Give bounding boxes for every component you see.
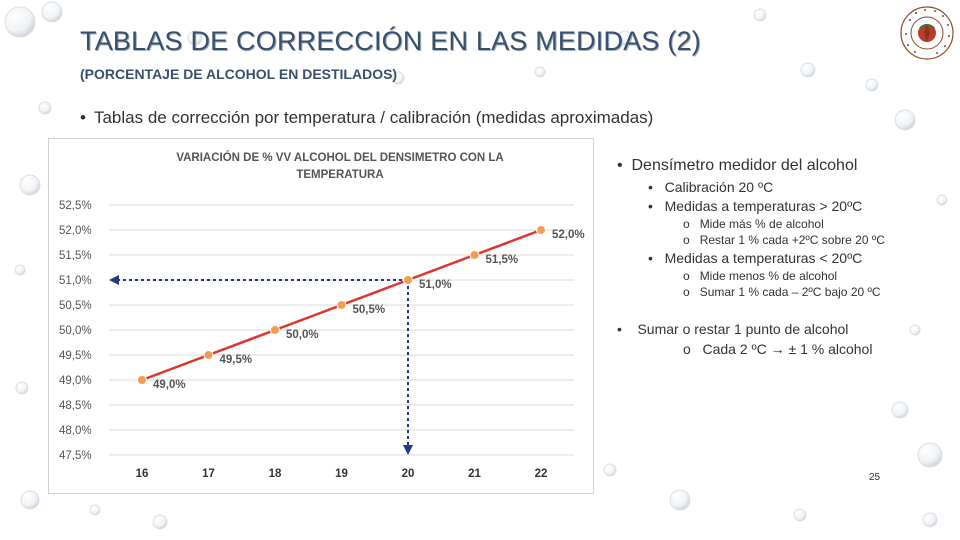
bullet-marker: o — [683, 269, 700, 283]
data-point — [271, 326, 280, 335]
data-point — [470, 251, 479, 260]
main-bullet — [80, 108, 653, 128]
association-seal-icon — [898, 4, 956, 62]
x-tick-label: 17 — [202, 468, 215, 480]
x-tick-label: 16 — [135, 468, 149, 480]
data-label: 50,0% — [286, 329, 319, 341]
y-tick-label: 50,5% — [59, 300, 92, 312]
below-20-sub-1-text: Mide menos % de alcohol — [699, 269, 838, 283]
main-bullet-text: Tablas de corrección por temperatura / calibración (medidas aproximadas) — [93, 108, 654, 127]
slide-title: TABLAS DE CORRECCIÓN EN LAS MEDIDAS (2) — [80, 26, 701, 56]
x-tick-label: 19 — [335, 468, 348, 480]
rule-detail-text: Cada 2 ºC → ± 1 % alcohol — [702, 341, 873, 357]
above-20-sub-2-text: Restar 1 % cada +2ºC sobre 20 ºC — [699, 233, 885, 247]
x-tick-label: 21 — [468, 468, 481, 480]
above-20-sub-1-text: Mide más % de alcohol — [699, 217, 824, 231]
bullet-marker: • — [648, 198, 665, 214]
below-20-text: Medidas a temperaturas < 20ºC — [664, 250, 863, 266]
data-label: 52,0% — [552, 229, 585, 241]
y-tick-label: 48,5% — [59, 400, 92, 412]
alcohol-temperature-chart — [48, 138, 594, 494]
x-tick-label: 22 — [534, 468, 548, 480]
x-tick-label: 18 — [268, 468, 282, 480]
bullet-marker: o — [683, 217, 700, 231]
bullet-marker: • — [648, 250, 665, 266]
data-label: 51,0% — [419, 279, 452, 291]
y-tick-label: 52,0% — [59, 225, 92, 237]
data-point — [204, 351, 213, 360]
y-tick-label: 47,5% — [59, 450, 92, 462]
bullet-marker: • — [80, 108, 86, 127]
y-tick-label: 49,0% — [59, 375, 92, 387]
data-point — [537, 226, 546, 235]
chart-title-line-2: TEMPERATURA — [296, 169, 384, 181]
y-tick-label: 52,5% — [59, 200, 92, 212]
bullet-marker: o — [683, 233, 700, 247]
data-point — [337, 301, 346, 310]
data-point — [404, 276, 413, 285]
chart-title-line-1: VARIACIÓN DE % VV ALCOHOL DEL DENSIMETRO CON LA — [176, 152, 504, 164]
notes-heading: Densímetro medidor del alcohol — [631, 157, 858, 174]
below-20-sub-2-text: Sumar 1 % cada – 2ºC bajo 20 ºC — [699, 285, 881, 299]
data-point — [138, 376, 147, 385]
bullet-marker: • — [617, 321, 638, 337]
page-number: 25 — [869, 472, 881, 483]
y-tick-label: 48,0% — [59, 425, 92, 437]
calibration-text: Calibración 20 ºC — [664, 179, 774, 195]
above-20-text: Medidas a temperaturas > 20ºC — [664, 198, 863, 214]
data-label: 50,5% — [352, 304, 386, 316]
slide-subtitle: (PORCENTAJE DE ALCOHOL EN DESTILADOS) — [80, 66, 398, 82]
y-tick-label: 50,0% — [59, 325, 92, 337]
data-label: 49,5% — [219, 354, 253, 366]
down-arrowhead-icon — [403, 445, 413, 455]
y-tick-label: 51,5% — [59, 250, 92, 262]
left-arrowhead-icon — [109, 275, 119, 285]
bullet-marker: • — [617, 157, 632, 174]
data-label: 49,0% — [153, 379, 186, 391]
bullet-marker: • — [648, 179, 665, 195]
x-tick-label: 20 — [401, 468, 415, 480]
data-label: 51,5% — [485, 254, 519, 266]
bullet-marker: o — [683, 341, 703, 357]
bullet-marker: o — [683, 285, 700, 299]
y-tick-label: 51,0% — [59, 275, 92, 287]
chart-canvas — [49, 139, 593, 493]
y-tick-label: 49,5% — [59, 350, 92, 362]
rule-text: Sumar o restar 1 punto de alcohol — [637, 321, 849, 337]
